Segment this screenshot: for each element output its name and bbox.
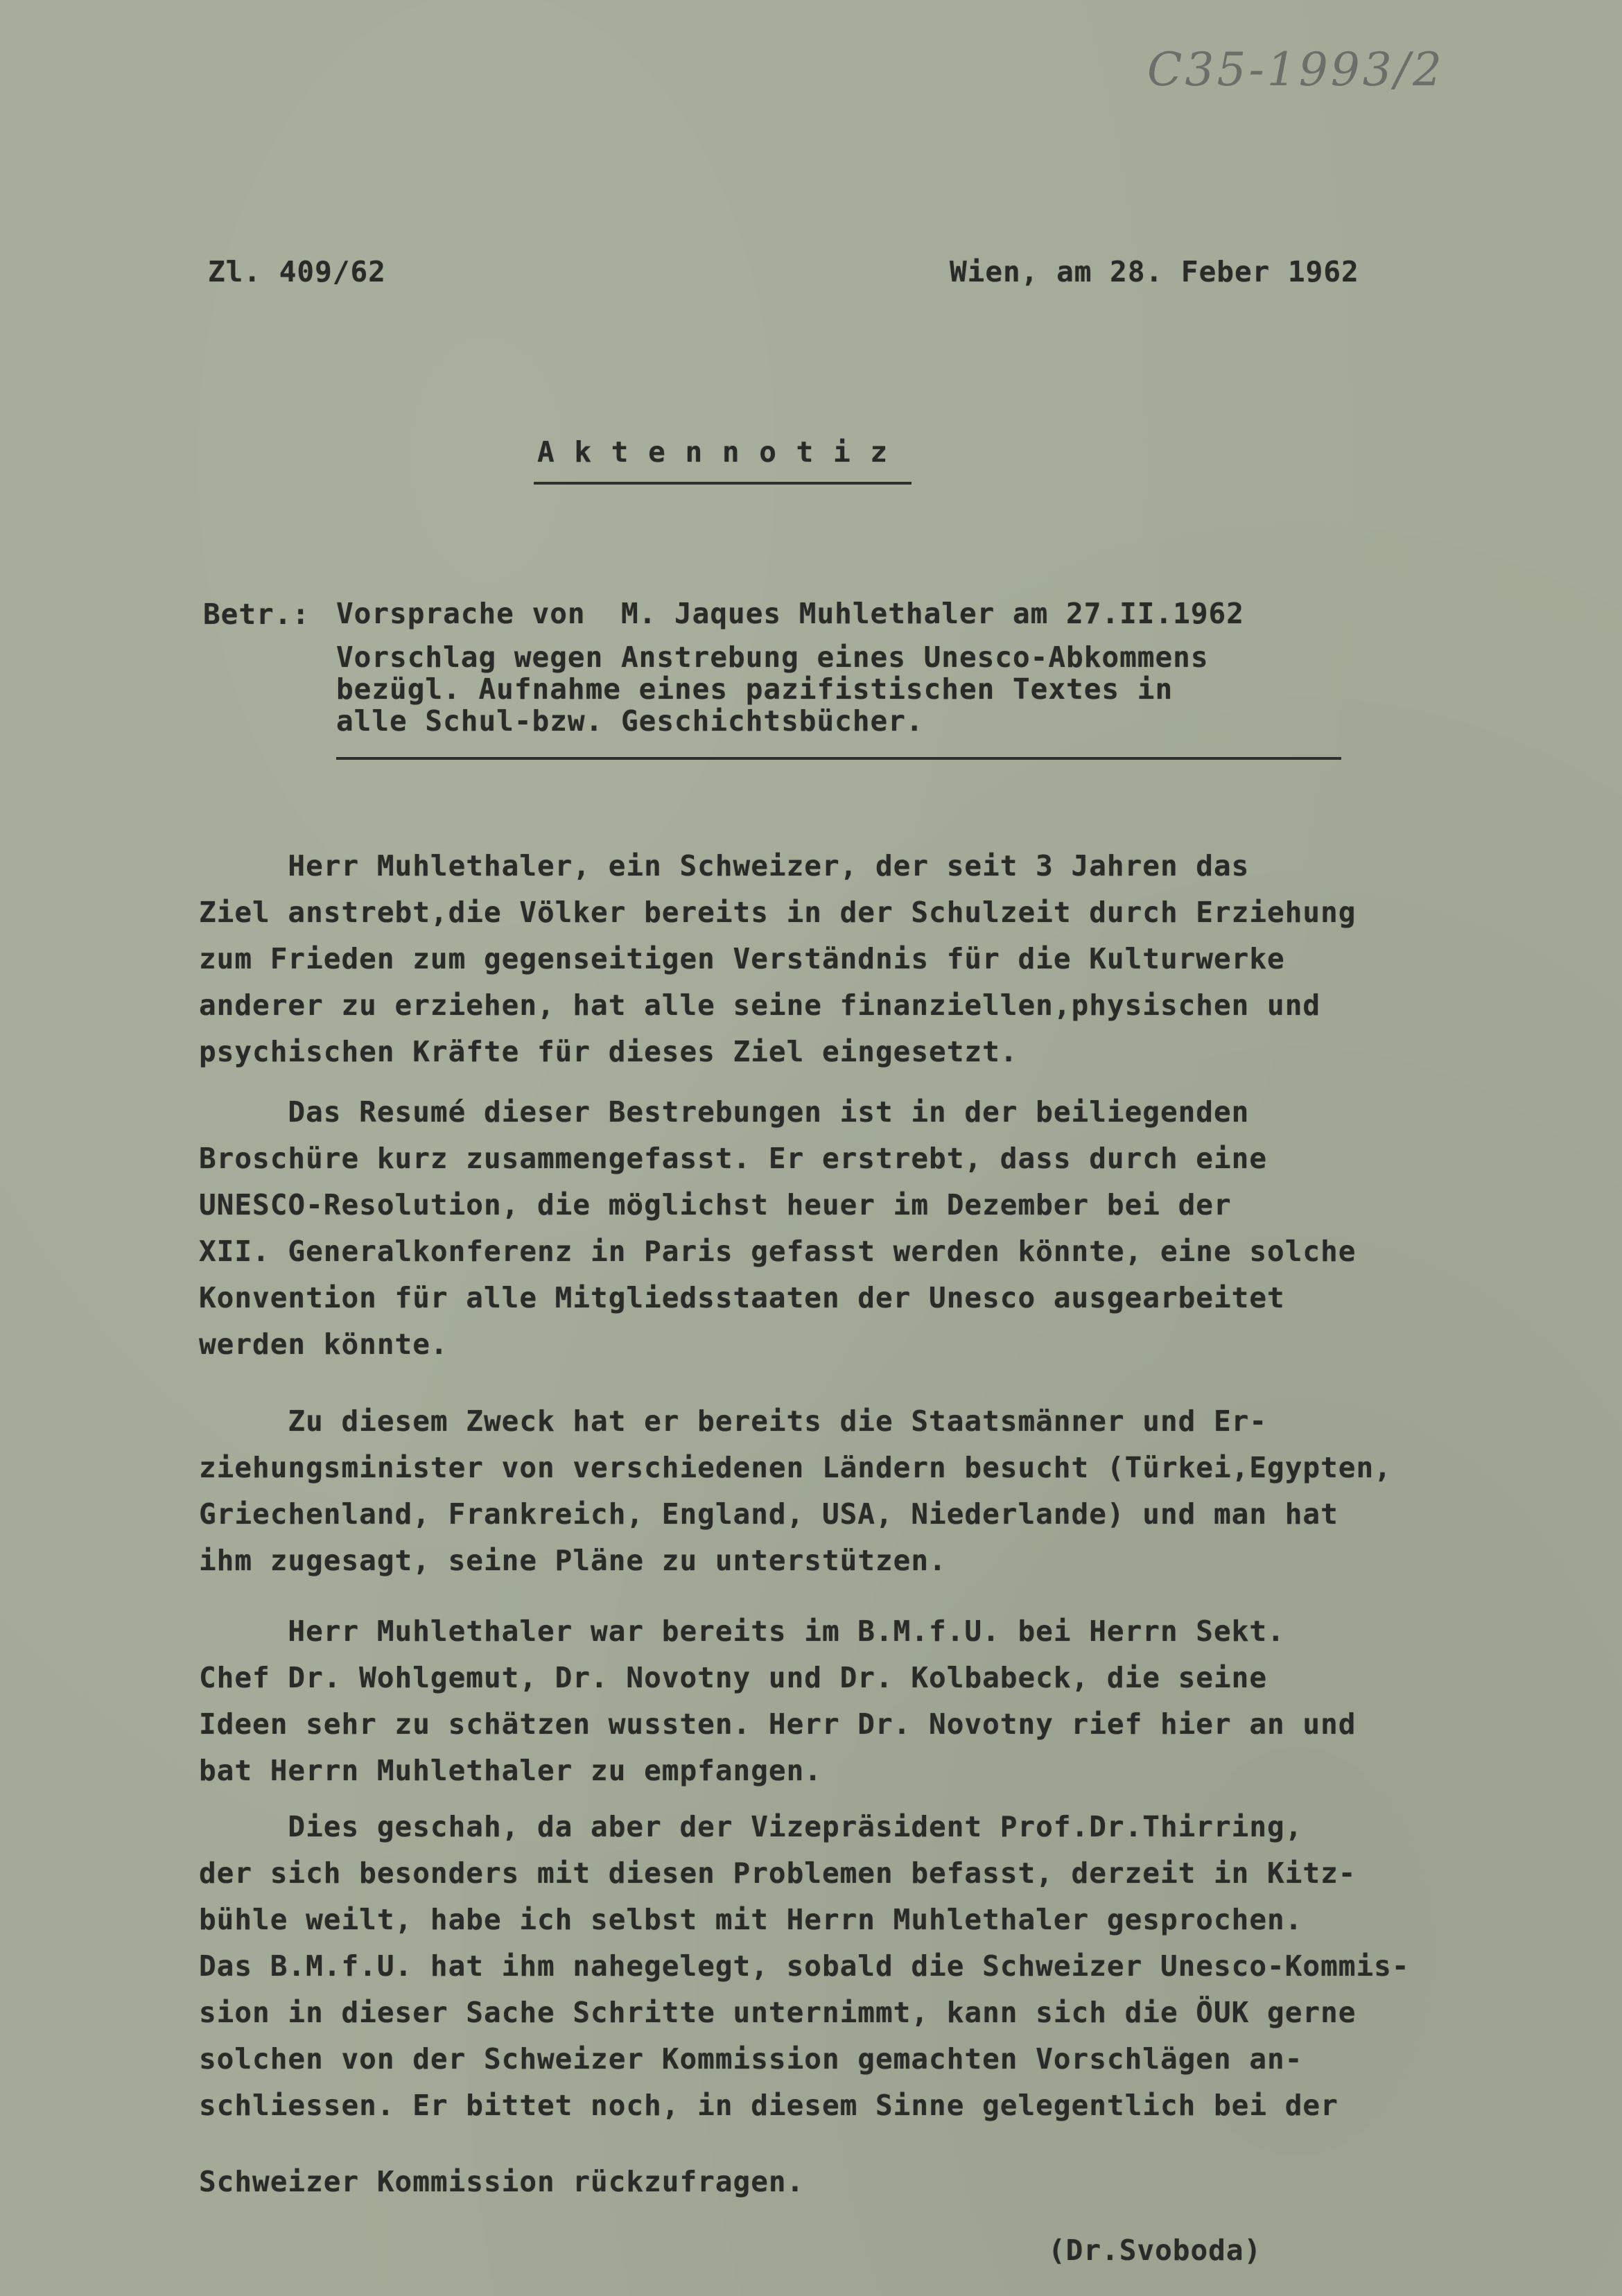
- archive-number: C35-1993/2: [1147, 43, 1445, 96]
- subject-line: bezügl. Aufnahme eines pazifistischen Textes in: [336, 672, 1174, 706]
- body-line: UNESCO-Resolution, die möglichst heuer im Dezember bei der: [199, 1188, 1232, 1221]
- body-line: Das Resumé dieser Bestrebungen ist in der beiliegenden: [199, 1095, 1250, 1129]
- body-line: bühle weilt, habe ich selbst mit Herrn Muhlethaler gesprochen.: [199, 1903, 1303, 1936]
- body-line: XII. Generalkonferenz in Paris gefasst werden könnte, eine solche: [199, 1235, 1357, 1268]
- body-line: der sich besonders mit diesen Problemen befasst, derzeit in Kitz-: [199, 1856, 1357, 1890]
- body-line: Chef Dr. Wohlgemut, Dr. Novotny und Dr. Kolbabeck, die seine: [199, 1661, 1268, 1694]
- body-line: psychischen Kräfte für dieses Ziel eingesetzt.: [199, 1035, 1018, 1068]
- body-line: Griechenland, Frankreich, England, USA, Niederlande) und man hat: [199, 1497, 1338, 1531]
- body-line: Dies geschah, da aber der Vizepräsident Prof.Dr.Thirring,: [199, 1810, 1303, 1843]
- subject-label: Betr.:: [203, 598, 311, 631]
- body-line: solchen von der Schweizer Kommission gemachten Vorschlägen an-: [199, 2042, 1303, 2076]
- body-line: Herr Muhlethaler war bereits im B.M.f.U. bei Herrn Sekt.: [199, 1615, 1285, 1648]
- subject-line: Vorschlag wegen Anstrebung eines Unesco-Abkommens: [336, 641, 1209, 674]
- closing-line: Schweizer Kommission rückzufragen.: [199, 2165, 805, 2198]
- body-line: anderer zu erziehen, hat alle seine finanziellen,physischen und: [199, 989, 1321, 1022]
- body-line: Ziel anstrebt,die Völker bereits in der Schulzeit durch Erziehung: [199, 896, 1357, 929]
- body-line: Das B.M.f.U. hat ihm nahegelegt, sobald die Schweizer Unesco-Kommis-: [199, 1949, 1410, 1983]
- body-line: Konvention für alle Mitgliedsstaaten der Unesco ausgearbeitet: [199, 1281, 1285, 1314]
- body-line: zum Frieden zum gegenseitigen Verständnis für die Kulturwerke: [199, 942, 1285, 975]
- subject-line: Vorsprache von M. Jaques Muhlethaler am 27.II.1962: [336, 597, 1244, 630]
- body-line: Zu diesem Zweck hat er bereits die Staatsmänner und Er-: [199, 1404, 1268, 1438]
- body-line: sion in dieser Sache Schritte unternimmt, kann sich die ÖUK gerne: [199, 1996, 1357, 2029]
- paragraph-1: [199, 843, 1356, 1075]
- paragraph-2: [199, 1089, 1356, 1368]
- subject-underline: [336, 757, 1341, 760]
- paragraph-5: [199, 1804, 1410, 2129]
- subject-line: alle Schul-bzw. Geschichtsbücher.: [336, 704, 924, 738]
- place-date: Wien, am 28. Feber 1962: [950, 255, 1359, 288]
- body-line: bat Herrn Muhlethaler zu empfangen.: [199, 1754, 822, 1787]
- reference-number: Zl. 409/62: [208, 255, 386, 288]
- paragraph-4: [199, 1608, 1356, 1794]
- body-line: schliessen. Er bittet noch, in diesem Sinne gelegentlich bei der: [199, 2089, 1338, 2122]
- document-title: A k t e n n o t i z: [537, 435, 889, 469]
- body-line: Broschüre kurz zusammengefasst. Er erstrebt, dass durch eine: [199, 1142, 1268, 1175]
- body-line: Herr Muhlethaler, ein Schweizer, der seit 3 Jahren das: [199, 849, 1250, 882]
- subject-block: [336, 598, 1244, 737]
- title-underline: [534, 482, 912, 485]
- body-line: Ideen sehr zu schätzen wussten. Herr Dr. Novotny rief hier an und: [199, 1707, 1357, 1741]
- paragraph-3: [199, 1398, 1392, 1584]
- signature: (Dr.Svoboda): [1048, 2234, 1262, 2267]
- body-line: ziehungsminister von verschiedenen Ländern besucht (Türkei,Egypten,: [199, 1451, 1392, 1484]
- body-line: ihm zugesagt, seine Pläne zu unterstützen.: [199, 1544, 947, 1577]
- body-line: werden könnte.: [199, 1328, 448, 1361]
